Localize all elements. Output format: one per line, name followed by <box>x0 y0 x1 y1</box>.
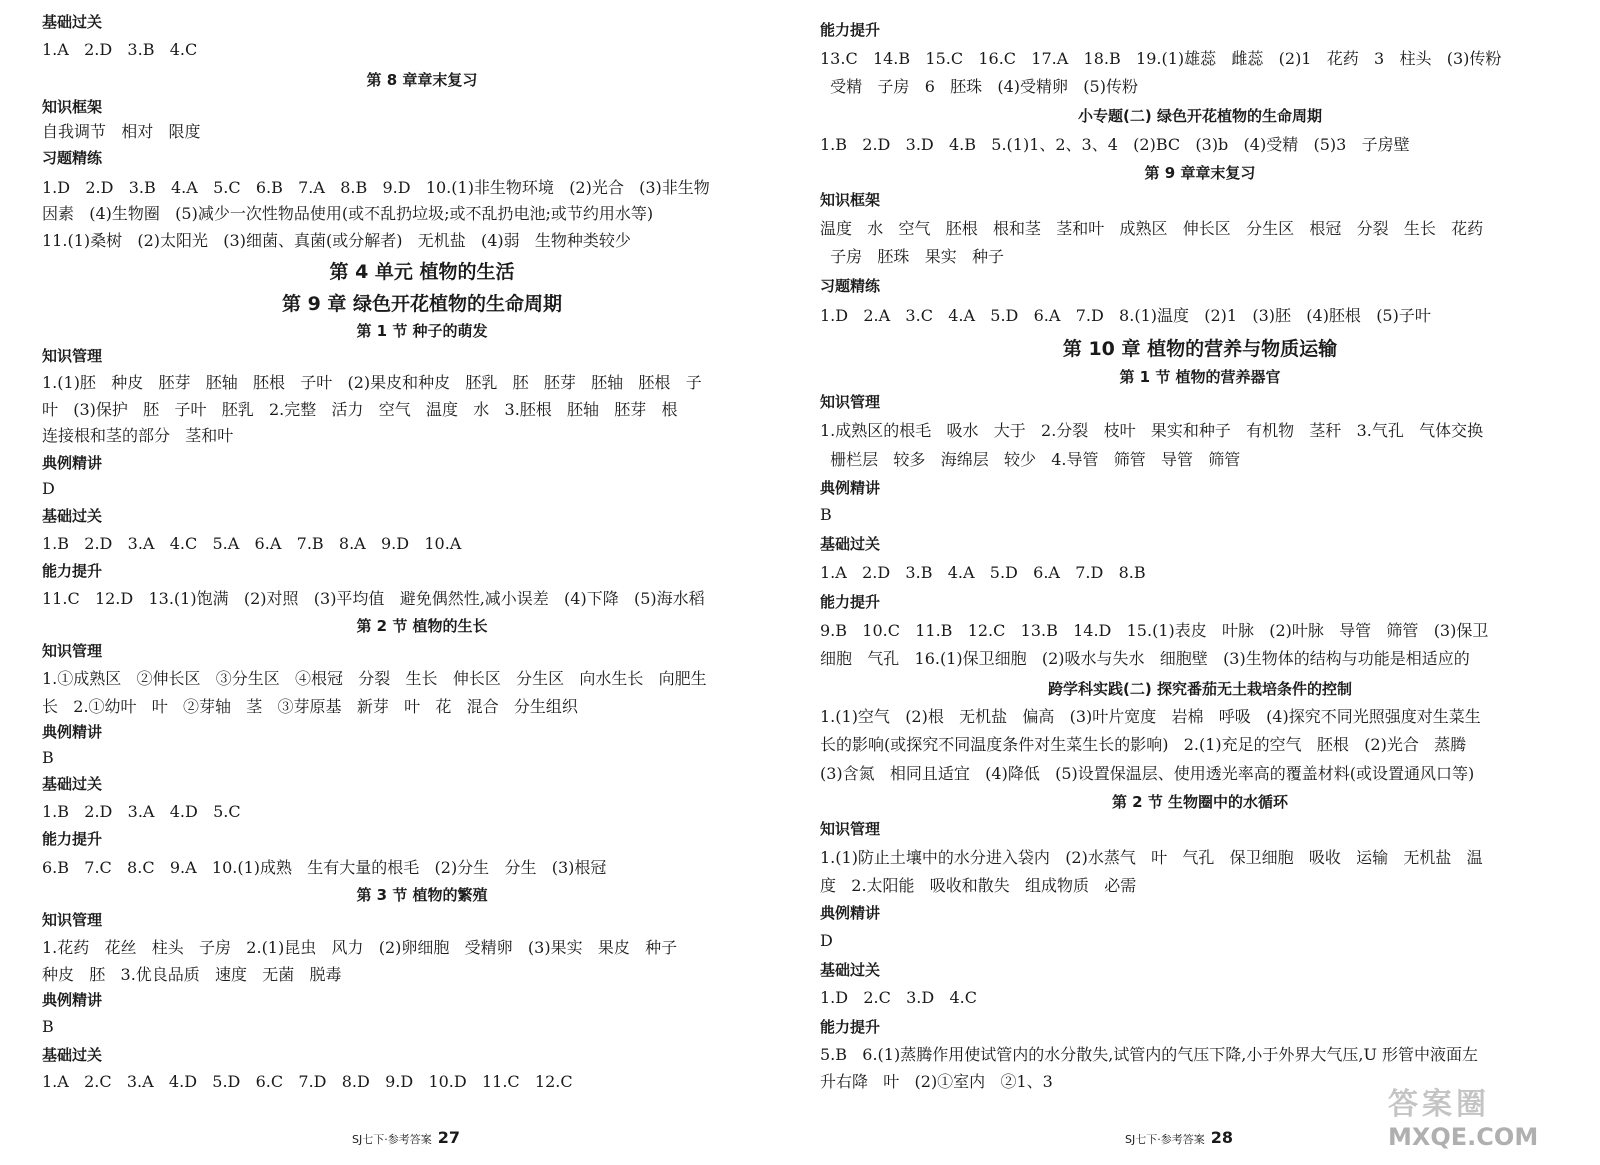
answer-line: 温度 水 空气 胚根 根和茎 茎和叶 成熟区 伸长区 分生区 根冠 分裂 生长 花药 <box>820 219 1484 238</box>
section-heading: 能力提升 <box>42 562 103 580</box>
answer-line: 1.D 2.C 3.D 4.C <box>820 988 977 1007</box>
section-heading: 基础过关 <box>820 535 881 553</box>
chapter-title: 第 4 单元 植物的生活 <box>329 261 515 283</box>
section-title: 第 1 节 种子的萌发 <box>356 322 488 340</box>
answer-line: 1.A 2.D 3.B 4.C <box>42 40 198 59</box>
answer-line: 自我调节 相对 限度 <box>42 122 201 141</box>
answer-line: 1.(1)空气 (2)根 无机盐 偏高 (3)叶片宽度 岩棉 呼吸 (4)探究不同光照强度对生菜生 <box>820 707 1481 726</box>
answer-line: 1.(1)胚 种皮 胚芽 胚轴 胚根 子叶 (2)果皮和种皮 胚乳 胚 胚芽 胚轴 胚根 子 <box>42 373 702 392</box>
answer-line: 1.D 2.A 3.C 4.A 5.D 6.A 7.D 8.(1)温度 (2)1 (3)胚 (4)胚根 (5)子叶 <box>820 306 1431 325</box>
section-heading: 典例精讲 <box>42 991 103 1009</box>
answer-line: 长 2.①幼叶 叶 ②芽轴 茎 ③芽原基 新芽 叶 花 混合 分生组织 <box>42 697 578 716</box>
section-heading: 能力提升 <box>820 593 881 611</box>
answer-line: 栅栏层 较多 海绵层 较少 4.导管 筛管 导管 筛管 <box>820 450 1241 469</box>
section-heading: 典例精讲 <box>820 479 881 497</box>
right-footer <box>1125 1128 1233 1147</box>
answer-line: B <box>42 1017 54 1036</box>
answer-line: 长的影响(或探究不同温度条件对生菜生长的影响) 2.(1)充足的空气 胚根 (2)光合 蒸腾 <box>820 735 1467 754</box>
answer-line: 1.成熟区的根毛 吸水 大于 2.分裂 枝叶 果实和种子 有机物 茎秆 3.气孔 气体交换 <box>820 421 1484 440</box>
answer-line: D <box>820 931 833 950</box>
section-title: 第 8 章章末复习 <box>366 71 478 89</box>
answer-line: B <box>42 748 54 767</box>
answer-line: 1.B 2.D 3.D 4.B 5.(1)1、2、3、4 (2)BC (3)b (4)受精 (5)3 子房壁 <box>820 135 1410 154</box>
section-title: 跨学科实践(二) 探究番茄无土栽培条件的控制 <box>1048 680 1352 698</box>
chapter-title: 第 10 章 植物的营养与物质运输 <box>1062 338 1338 360</box>
section-heading: 基础过关 <box>820 961 881 979</box>
section-heading: 知识管理 <box>820 393 881 411</box>
section-heading: 典例精讲 <box>42 723 103 741</box>
section-heading: 典例精讲 <box>42 454 103 472</box>
answer-line: 度 2.太阳能 吸收和散失 组成物质 必需 <box>820 876 1137 895</box>
section-title: 第 3 节 植物的繁殖 <box>356 886 488 904</box>
section-heading: 基础过关 <box>42 775 103 793</box>
section-heading: 知识管理 <box>42 347 103 365</box>
section-heading: 能力提升 <box>820 21 881 39</box>
answer-line: 子房 胚珠 果实 种子 <box>820 247 1004 266</box>
answer-line: 5.B 6.(1)蒸腾作用使试管内的水分散失,试管内的气压下降,小于外界大气压,U 形管中液面左 <box>820 1045 1479 1064</box>
answer-line: 1.B 2.D 3.A 4.C 5.A 6.A 7.B 8.A 9.D 10.A <box>42 534 462 553</box>
left-page <box>42 0 802 1165</box>
section-heading: 习题精练 <box>42 149 103 167</box>
section-heading: 基础过关 <box>42 1046 103 1064</box>
section-title: 第 2 节 生物圈中的水循环 <box>1111 793 1289 811</box>
chapter-title: 第 9 章 绿色开花植物的生命周期 <box>281 293 563 315</box>
page-number: 28 <box>1210 1128 1233 1147</box>
footer-label: SJ七下·参考答案 <box>1125 1133 1205 1146</box>
answer-line: 连接根和茎的部分 茎和叶 <box>42 426 234 445</box>
watermark-text: 答案圈 <box>1388 1087 1490 1122</box>
answer-line: 1.B 2.D 3.A 4.D 5.C <box>42 802 241 821</box>
footer-label: SJ七下·参考答案 <box>352 1133 432 1146</box>
watermark-url: MXQE.COM <box>1388 1123 1539 1151</box>
section-heading: 典例精讲 <box>820 904 881 922</box>
answer-line: B <box>820 505 832 524</box>
section-title: 第 1 节 植物的营养器官 <box>1119 368 1281 386</box>
answer-line: (3)含氮 相同且适宜 (4)降低 (5)设置保温层、使用透光率高的覆盖材料(或设置通风口等) <box>820 764 1475 783</box>
answer-line: 1.花药 花丝 柱头 子房 2.(1)昆虫 风力 (2)卵细胞 受精卵 (3)果实 果皮 种子 <box>42 938 678 957</box>
right-page <box>820 0 1580 1165</box>
answer-line: 细胞 气孔 16.(1)保卫细胞 (2)吸水与失水 细胞壁 (3)生物体的结构与功能是相适应的 <box>820 649 1470 668</box>
answer-line: 13.C 14.B 15.C 16.C 17.A 18.B 19.(1)雄蕊 雌蕊 (2)1 花药 3 柱头 (3)传粉 <box>820 49 1502 68</box>
answer-line: D <box>42 479 55 498</box>
section-title: 第 9 章章末复习 <box>1144 164 1256 182</box>
answer-line: 6.B 7.C 8.C 9.A 10.(1)成熟 生有大量的根毛 (2)分生 分生 (3)根冠 <box>42 858 607 877</box>
answer-line: 11.(1)桑树 (2)太阳光 (3)细菌、真菌(或分解者) 无机盐 (4)弱 生物种类较少 <box>42 231 631 250</box>
answer-line: 1.(1)防止土壤中的水分进入袋内 (2)水蒸气 叶 气孔 保卫细胞 吸收 运输 无机盐 温 <box>820 848 1483 867</box>
watermark-logo <box>1388 1079 1588 1151</box>
page-number: 27 <box>437 1128 460 1147</box>
left-footer <box>352 1128 460 1147</box>
section-heading: 知识管理 <box>42 911 103 929</box>
answer-line: 11.C 12.D 13.(1)饱满 (2)对照 (3)平均值 避免偶然性,减小误差 (4)下降 (5)海水稻 <box>42 589 705 608</box>
answer-line: 1.A 2.C 3.A 4.D 5.D 6.C 7.D 8.D 9.D 10.D 11.C 12.C <box>42 1072 573 1091</box>
section-title: 小专题(二) 绿色开花植物的生命周期 <box>1078 107 1322 125</box>
section-heading: 能力提升 <box>42 830 103 848</box>
answer-line: 1.①成熟区 ②伸长区 ③分生区 ④根冠 分裂 生长 伸长区 分生区 向水生长 向肥生 <box>42 669 707 688</box>
answer-line: 升右降 叶 (2)①室内 ②1、3 <box>820 1072 1053 1091</box>
section-heading: 知识框架 <box>820 191 881 209</box>
section-heading: 基础过关 <box>42 13 103 31</box>
section-heading: 知识管理 <box>42 642 103 660</box>
answer-line: 叶 (3)保护 胚 子叶 胚乳 2.完整 活力 空气 温度 水 3.胚根 胚轴 胚芽 根 <box>42 400 678 419</box>
section-heading: 习题精练 <box>820 277 881 295</box>
section-title: 第 2 节 植物的生长 <box>356 617 488 635</box>
section-heading: 能力提升 <box>820 1018 881 1036</box>
section-heading: 基础过关 <box>42 507 103 525</box>
section-heading: 知识管理 <box>820 820 881 838</box>
answer-line: 因素 (4)生物圈 (5)减少一次性物品使用(或不乱扔垃圾;或不乱扔电池;或节约用水等) <box>42 204 654 223</box>
answer-line: 1.A 2.D 3.B 4.A 5.D 6.A 7.D 8.B <box>820 563 1146 582</box>
section-heading: 知识框架 <box>42 98 103 116</box>
answer-line: 9.B 10.C 11.B 12.C 13.B 14.D 15.(1)表皮 叶脉 (2)叶脉 导管 筛管 (3)保卫 <box>820 621 1489 640</box>
answer-line: 种皮 胚 3.优良品质 速度 无菌 脱毒 <box>42 965 342 984</box>
answer-line: 受精 子房 6 胚珠 (4)受精卵 (5)传粉 <box>820 77 1138 96</box>
answer-line: 1.D 2.D 3.B 4.A 5.C 6.B 7.A 8.B 9.D 10.(1)非生物环境 (2)光合 (3)非生物 <box>42 178 710 197</box>
